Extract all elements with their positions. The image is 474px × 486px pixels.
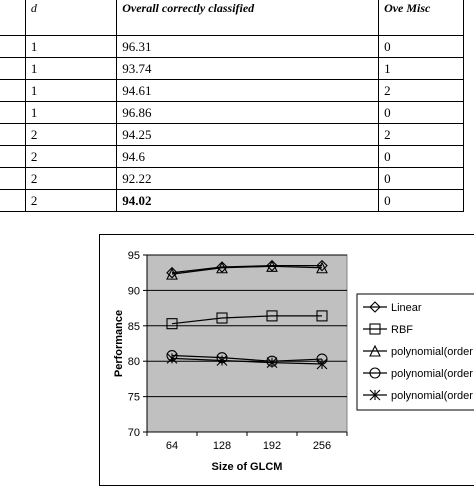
x-axis-label: Size of GLCM [211,461,283,473]
table-cell: 0 [379,36,464,58]
legend-label: polynomial(order [391,368,473,380]
table-cell: 96.31 [117,36,379,58]
table-cell: 2 [25,190,116,212]
x-tick-label: 256 [312,440,332,452]
y-tick-label: 95 [127,250,140,262]
x-tick-label: 128 [212,440,232,452]
legend-label: polynomial(order [391,390,473,402]
y-tick-label: 85 [127,320,140,333]
table-cell: 2 [379,124,464,146]
table-cell: 1 [25,102,116,124]
table-cell: 1 [25,36,116,58]
plot-area [147,255,347,432]
table-cell: 93.74 [117,58,379,80]
table-cell: 0 [379,102,464,124]
table-cell: 94.25 [117,124,379,146]
legend-label: Linear [391,302,422,314]
table-cell: 1 [379,58,464,80]
table-cell: 2 [25,124,116,146]
x-tick-label: 64 [165,440,179,452]
table-cell: 0 [379,146,464,168]
legend-label: RBF [391,324,413,336]
table-cell: 2 [25,168,116,190]
table-cell: 0 [379,190,464,212]
table-cell: 2 [25,146,116,168]
header-cell-overall: Overall correctly classified [117,0,379,36]
header-cell-misc: Ove Misc [379,0,464,36]
y-tick-label: 70 [127,427,140,439]
table-cell: 92.22 [117,168,379,190]
table-cell: 94.6 [117,146,379,168]
table-cell: 94.61 [117,80,379,102]
table-cell: 94.02 [117,190,379,212]
x-tick-label: 192 [262,440,282,452]
y-tick-label: 90 [127,285,140,298]
table-cell: 1 [25,58,116,80]
y-axis-label: Performance [113,309,125,378]
legend-label: polynomial(order [391,346,473,358]
table-cell: 0 [379,168,464,190]
y-tick-label: 80 [127,356,140,369]
table-cell: 1 [25,80,116,102]
table-cell: 2 [379,80,464,102]
y-tick-label: 75 [127,391,140,404]
header-cell-d: d [25,0,116,36]
table-cell: 96.86 [117,102,379,124]
